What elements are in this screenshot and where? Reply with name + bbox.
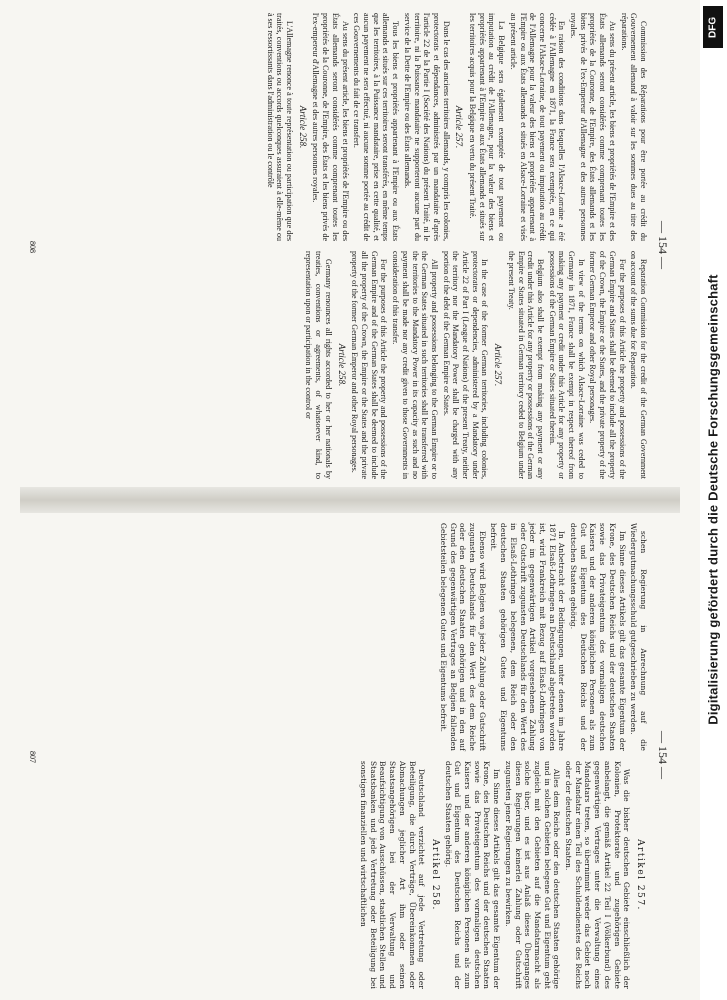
paragraph: Im Sinne dieses Artikels gilt das gesamte Eigentum der Krone, des Deutschen Reichs und der deutschen Staaten sowie das Privateigentum des vormaligen deutschen Kaisers und der anderen königlichen Personen als zum Gut und Eigentum des Deutschen Reichs und der deutschen Staaten gehörig. <box>443 761 502 989</box>
paragraph: Au sens du présent article, les biens et propriétés de l'Empire ou des États allemands seront considérés comme comprenant toutes les propriétés de la Couronne, de l'Empire, des États et les biens privés de l'ex-empereur d'Allemagne et des autres personnes royales. <box>311 13 350 241</box>
two-page-spread <box>20 5 680 995</box>
article-heading: Artikel 257. <box>635 839 645 911</box>
paragraph: En raison des conditions dans lesquelles l'Alsace-Lorraine a été cédée à l'Allemagne en 1871, la France sera exemptée, en ce qui concerne l'Alsace-Lorraine, de tout payement ou imputation au crédit de l'Allemagne pour la valeur des biens et propriétés appartenant à l'Empire ou aux États allemands et situés en Alsace-Lorraine et visés au présent article. <box>508 13 567 241</box>
article-heading: Article 257. <box>493 343 504 387</box>
paragraph: In view of the terms on which Alsace-Lorraine was ceded to Germany in 1871, France shall be exempt in respect thereof from making any payment or credit under this Article for any property or possessions of the German Empire or States situated therein. <box>547 251 586 479</box>
paragraph: L'Allemagne renonce à toute représentation ou participation que des traités, conventions ou accords quelconques assuraient à elle-même ou à ses ressortissants dans l'administration ou le contrôle <box>265 13 295 241</box>
paragraph: La Belgique sera également exemptée de tout payement ou imputation au crédit de l'Allemagne, pour la valeur des biens et propriétés appartenant à l'Empire ou aux États allemands et situés sur les territoires acquis pour la Belgique en vertu du présent Traité. <box>468 13 507 241</box>
paragraph: Commission des Réparations pour être portée au crédit du Gouvernement allemand à valoir sur les sommes dues au titre des réparations. <box>619 13 648 241</box>
book-gutter <box>20 487 680 513</box>
article-heading: Artikel 258. <box>429 839 440 911</box>
article-heading: Article 258. <box>297 105 308 149</box>
page-number: — 154 — <box>656 221 670 269</box>
paragraph: Deutschland verzichtet auf jede Vertretung oder Beteiligung, die durch Verträge, Übereinkommen oder Abmachungen jeglicher Art ihm oder seinen Staatsangehörigen bei der Verwaltung und Beaufsichtigung von Ausschüssen, staatlichen Stellen und Staatsbanken und jede Vertretung oder Beteiligung bei sonstigen finanziellen und wirtschaftlichen <box>359 761 427 989</box>
paragraph: schen Regierung in Anrechnung auf die Wiedergutmachungsschuld gutgeschrieben zu werden. <box>629 523 648 751</box>
paragraph: Germany renounces all rights accorded to her or her nationals by treaties, conventions or agreements, of whatsoever kind, to representation upon or participation in the control or <box>304 251 333 479</box>
right-page <box>20 515 680 995</box>
paragraph: All property and possessions belonging to the German Empire or to the German States situated in such territories shall be transferred with the territories to the Mandatory Power in its capacity as such and no payment shall be made nor any credit given to those Governments in consideration of this transfer. <box>391 251 439 479</box>
english-column <box>302 251 648 479</box>
paragraph: For the purposes of this Article the property and possessions of the German Empire and of the German States shall be deemed to include all the property of the Crown, the Empire or the States and the private property of the former German Emperor and other Royal personages. <box>350 251 389 479</box>
german-column-2 <box>356 761 648 989</box>
paragraph: Im Sinne dieses Artikels gilt das gesamte Eigentum der Krone, des Deutschen Reichs und der deutschen Staaten sowie das Privateigentum des vormaligen deutschen Kaisers und der anderen königlichen Personen als zum Gut und Eigentum des Deutschen Reichs und der deutschen Staaten gehörig. <box>569 523 627 751</box>
dfg-logo: DFG <box>703 6 723 48</box>
left-page <box>20 5 680 485</box>
signature-mark: 808 <box>28 241 37 253</box>
paragraph: Ebenso wird Belgien von jeder Zahlung oder Gutschrift zugunsten Deutschlands für den Wert des dem Reiche oder den deutschen Staaten gehörigen und in den auf Grund des gegenwärtigen Vertrages an Belgien fallenden Gebietsteilen belegenen Gutes und Eigentums befreit. <box>438 523 487 751</box>
paragraph: Dans le cas des anciens territoires allemands, y compris les colonies, protectorats et dépendances, administrés par un mandataire d'après l'article 22 de la Partie I (Société des Nations) du présent Traité, ni le territoire, ni la Puissance mandataire ne supporteront aucune part du service de la Dette de l'Empire ou des États allemands. <box>402 13 451 241</box>
paragraph: Alles dem Reiche oder den deutschen Staaten gehörige und in solchen Gebieten belegene Gut und Eigentum geht zugleich mit den Gebieten auf die Mandatarmacht als solche über, und es ist aus Anlaß dieses Überganges diesen Regierungen keinerlei Zahlung oder Gutschrift zugunsten jener Regierungen zu bewirken. <box>503 761 562 989</box>
funding-notice: Digitalisierung gefördert durch die Deutsche Forschungsgemeinschaft <box>705 274 721 725</box>
paragraph: In Anbetracht der Bedingungen, unter denen im Jahre 1871 Elsaß-Lothringen an Deutschland abgetreten worden ist, wird Frankreich mit Bezug auf Elsaß-Lothringen von jeder im gegenwärtigen Artikel vorgesehenen Zahlung oder Gutschrift zugunsten Deutschlands für den Wert des in Elsaß-Lothringen belegenen, dem Reich oder den deutschen Staaten gehörigen Gutes und Eigentums befreit. <box>489 523 567 751</box>
signature-mark: 807 <box>28 751 37 763</box>
article-heading: Article 258. <box>336 343 347 387</box>
paragraph: Reparation Commission for the credit of the German Government on account of the sums due for Reparation. <box>629 251 648 479</box>
german-column-1 <box>436 523 648 751</box>
paragraph: Tous les biens et propriétés appartenant à l'Empire ou aux États allemands et situés sur ces territoires seront transférés, en même temps que les territoires, à la Puissance mandataire, prise en cette qualité, et aucun payement ne sera effectué, ni aucune somme portée au crédit de ces Gouvernements du fait de ce transfert. <box>352 13 401 241</box>
paragraph: For the purposes of this Article the property and possessions of the German Empire and States shall be deemed to include all the property of the Crown, the Empire or the States, and the private property of the former German Emperor and other Royal personages. <box>588 251 627 479</box>
paragraph: Was die bisher deutschen Gebiete einschließlich der Kolonien, Protektorate und zugehörigen Gebiete anbelangt, die gemäß Artikel 22 Teil I (Völkerbund) des gegenwärtigen Vertrages unter die Verwaltung eines Mandatars treten, so übernimmt weder das Gebiet noch der Mandatar einen Teil des Schuldendienstes des Reichs oder der deutschen Staaten. <box>564 761 632 989</box>
paragraph: Belgium also shall be exempt from making any payment or any credit under this Article for any property or possessions of the German Empire or States situated in German territory ceded to Belgium under the present Treaty. <box>506 251 545 479</box>
french-column <box>263 13 648 241</box>
paragraph: Au sens du présent article, les biens et propriétés de l'Empire et des États allemands seront considérés comme comprenant toutes les propriétés de la Couronne, de l'Empire, des États allemands et les biens privés de l'ex-Empereur d'Allemagne et des autres personnes royales. <box>569 13 617 241</box>
paragraph: In the case of the former German territories, including colonies, protectorates or dependencies, administered by a Mandatory under Article 22 of Part I (League of Nations) of the present Treaty, neither the territory nor the Mandatory Power shall be charged with any portion of the debt of the German Empire or States. <box>441 251 490 479</box>
article-heading: Article 257. <box>454 105 465 149</box>
page-number: — 154 — <box>656 731 670 779</box>
